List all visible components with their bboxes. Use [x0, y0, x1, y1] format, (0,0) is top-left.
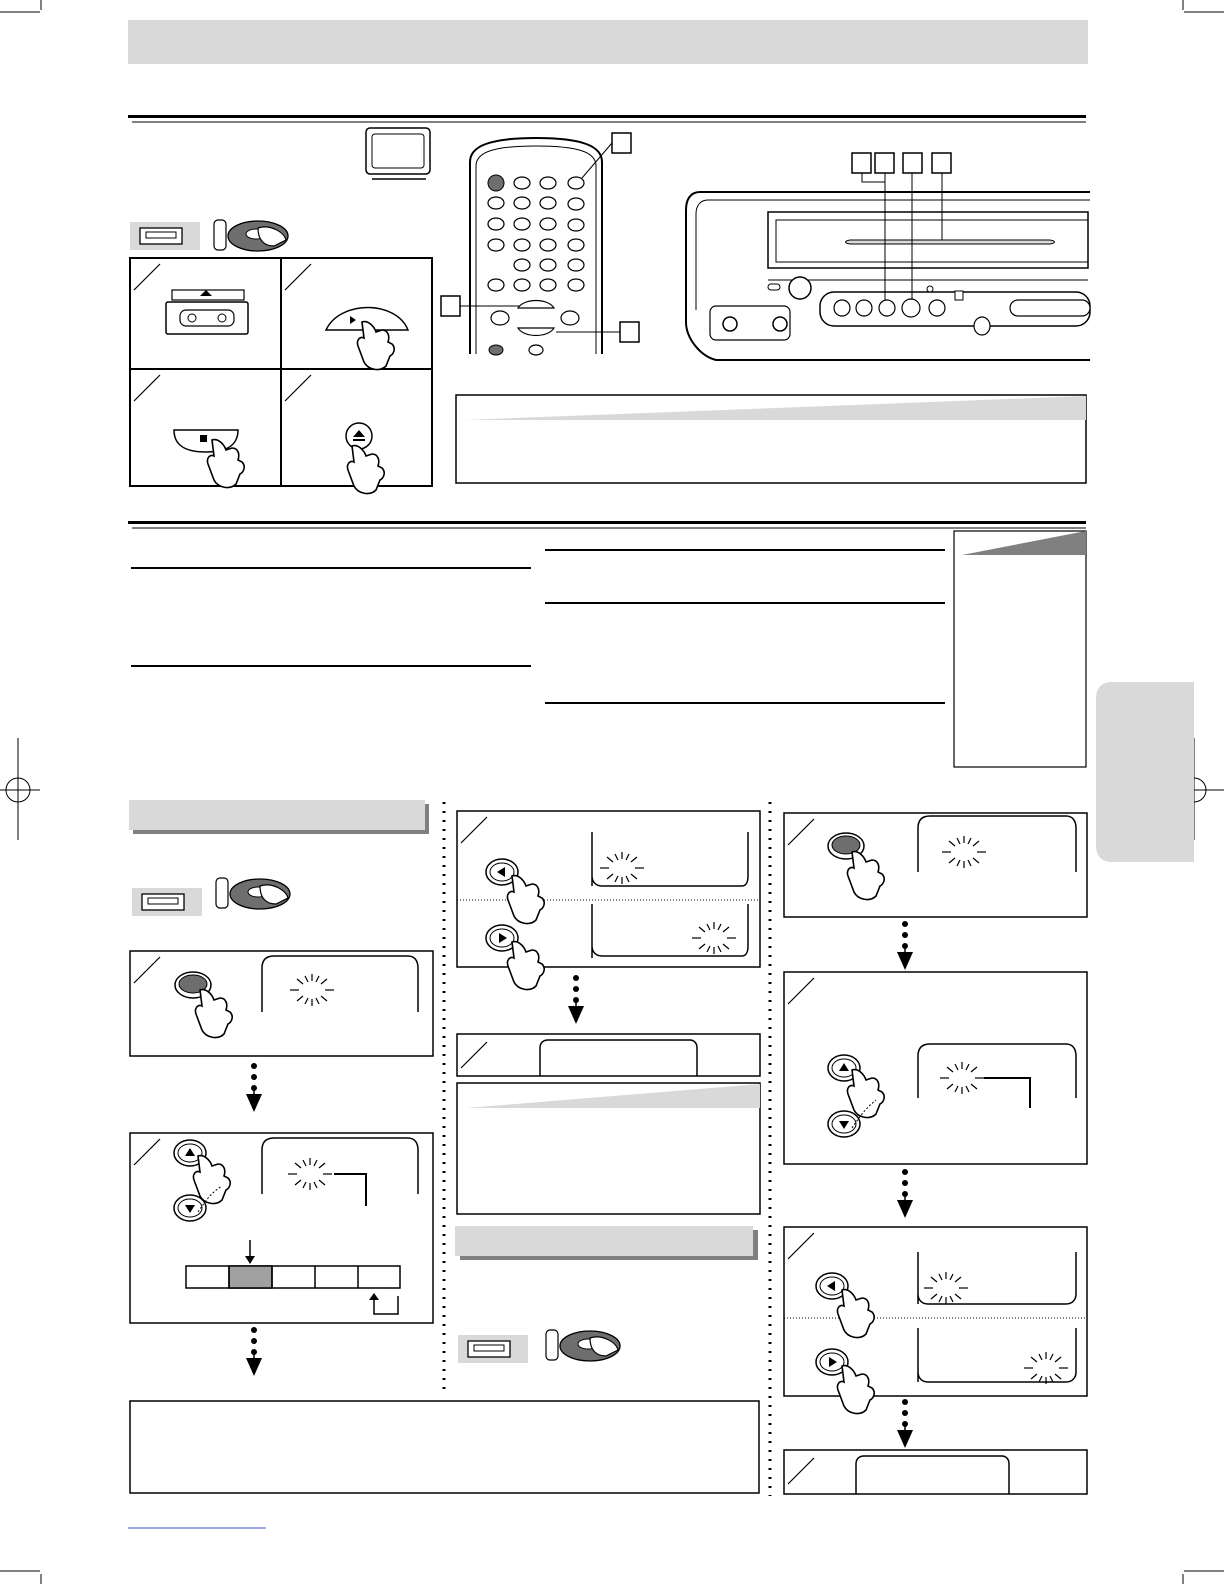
step-panel [457, 1034, 760, 1076]
step-panel [457, 811, 760, 989]
section-rule [128, 115, 1086, 118]
stop-button-icon [174, 430, 244, 487]
note-box [457, 1083, 760, 1214]
step-panel [130, 951, 433, 1056]
vcr-cassette-icon [458, 1335, 528, 1363]
step-panel [784, 1450, 1087, 1494]
down-arrow-flow-icon [246, 1063, 262, 1112]
play-button-icon [326, 308, 408, 370]
step-panel [784, 1227, 1087, 1413]
subheading-bar [455, 1226, 758, 1260]
remote-control-icon [470, 138, 602, 355]
down-arrow-flow-icon [897, 921, 913, 970]
vcr-deck-icon [686, 192, 1090, 360]
vcr-mode-button-icon [546, 1330, 620, 1361]
down-arrow-flow-icon [897, 1169, 913, 1218]
header-band [128, 20, 1088, 64]
subheading-bar [129, 800, 429, 834]
vcr-cassette-icon [130, 222, 200, 250]
feature-rules [131, 550, 945, 703]
step-panel [784, 972, 1087, 1164]
info-box [130, 1401, 759, 1493]
hint-box [954, 531, 1086, 767]
step-panel [784, 813, 1087, 917]
down-arrow-flow-icon [897, 1399, 913, 1448]
registration-mark-icon [0, 738, 40, 840]
tv-icon [366, 128, 430, 179]
down-arrow-flow-icon [568, 975, 584, 1024]
eject-button-icon [346, 423, 384, 493]
vcr-cassette-icon [132, 888, 202, 916]
section-rule [128, 521, 1086, 524]
vcr-mode-button-icon [214, 220, 288, 251]
vcr-mode-button-icon [216, 878, 290, 909]
note-box [456, 395, 1086, 483]
down-arrow-flow-icon [246, 1327, 262, 1376]
cassette-insert-icon [166, 290, 248, 334]
step-panel [130, 1133, 433, 1323]
side-tab [1096, 682, 1194, 862]
